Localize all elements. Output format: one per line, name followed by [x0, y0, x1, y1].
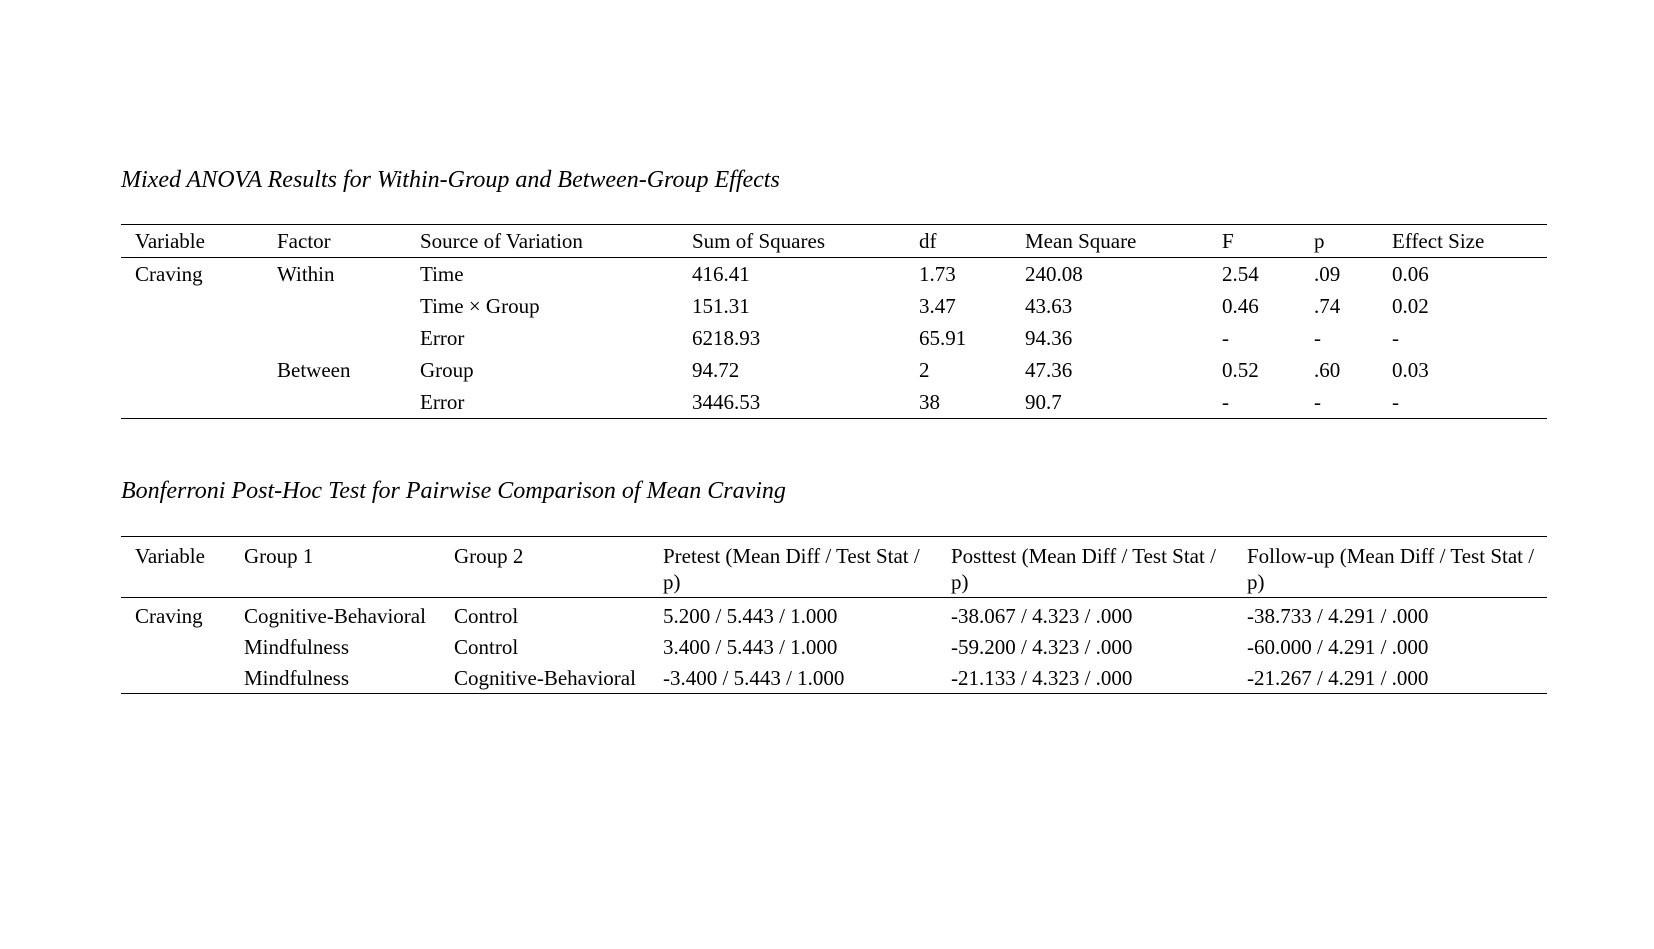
- table-cell: Error: [420, 390, 465, 414]
- table-cell: [121, 629, 230, 660]
- header-cell: Follow-up (Mean Diff / Test Stat / p): [1247, 544, 1535, 594]
- table-cell: Error: [420, 326, 465, 350]
- table-cell: -: [1222, 326, 1229, 350]
- table-cell: Mindfulness: [244, 666, 349, 690]
- table-header-row: [121, 225, 1547, 258]
- table-header-row: [121, 537, 1547, 598]
- table-row: [121, 629, 1547, 660]
- header-cell: p: [1314, 229, 1325, 253]
- table-cell: Mindfulness: [244, 635, 349, 659]
- table-cell: -: [1392, 326, 1399, 350]
- table-cell: -59.200 / 4.323 / .000: [951, 635, 1133, 659]
- table-cell: -: [1314, 326, 1321, 350]
- table-cell: -60.000 / 4.291 / .000: [1247, 635, 1429, 659]
- table-cell: Within: [277, 262, 335, 286]
- anova-results-table: [121, 224, 1547, 419]
- table-cell: 0.52: [1222, 358, 1259, 382]
- header-cell: Variable: [135, 229, 205, 253]
- table-cell: -: [1314, 390, 1321, 414]
- header-cell: Variable: [135, 544, 205, 568]
- posthoc-table-caption: Bonferroni Post-Hoc Test for Pairwise Comparison of Mean Craving: [121, 478, 786, 504]
- table-cell: 3446.53: [692, 390, 761, 414]
- table-row: [121, 660, 1547, 694]
- header-cell: Effect Size: [1392, 229, 1485, 253]
- table-cell: 2.54: [1222, 262, 1259, 286]
- table-cell: Control: [454, 635, 519, 659]
- table-cell: Cognitive-Behavioral: [244, 604, 426, 628]
- table-row: [121, 386, 1547, 419]
- header-cell: Factor: [277, 229, 331, 253]
- table-cell: [121, 290, 263, 322]
- table-cell: 38: [919, 390, 940, 414]
- table-cell: 90.7: [1025, 390, 1062, 414]
- table-row: [121, 322, 1547, 354]
- table-cell: 1.73: [919, 262, 956, 286]
- table-cell: 0.02: [1392, 294, 1429, 318]
- table-cell: 94.36: [1025, 326, 1073, 350]
- table-cell: -21.133 / 4.323 / .000: [951, 666, 1133, 690]
- table-cell: .09: [1314, 262, 1341, 286]
- header-cell: Group 2: [454, 544, 524, 568]
- table-cell: 0.03: [1392, 358, 1429, 382]
- header-cell: Source of Variation: [420, 229, 583, 253]
- header-cell: Sum of Squares: [692, 229, 825, 253]
- table-cell: 6218.93: [692, 326, 761, 350]
- table-cell: [121, 322, 263, 354]
- table-cell: Group: [420, 358, 474, 382]
- table-cell: [121, 660, 230, 694]
- table-cell: 0.06: [1392, 262, 1429, 286]
- header-cell: Pretest (Mean Diff / Test Stat / p): [663, 544, 920, 594]
- table-cell: [121, 354, 263, 386]
- table-cell: -38.067 / 4.323 / .000: [951, 604, 1133, 628]
- table-cell: -: [1222, 390, 1229, 414]
- table-cell: [121, 386, 263, 419]
- posthoc-comparison-table: [121, 536, 1547, 694]
- table-cell: Cognitive-Behavioral: [454, 666, 636, 690]
- table-cell: [263, 386, 406, 419]
- table-cell: Craving: [135, 262, 203, 286]
- table-row: [121, 258, 1547, 291]
- table-cell: -: [1392, 390, 1399, 414]
- header-cell: Mean Square: [1025, 229, 1137, 253]
- table-cell: Craving: [135, 604, 203, 628]
- table-row: [121, 290, 1547, 322]
- anova-table-caption: Mixed ANOVA Results for Within-Group and Between-Group Effects: [121, 167, 780, 193]
- table-cell: 240.08: [1025, 262, 1083, 286]
- table-cell: 65.91: [919, 326, 967, 350]
- header-cell: F: [1222, 229, 1234, 253]
- table-cell: 3.47: [919, 294, 956, 318]
- table-cell: Time: [420, 262, 464, 286]
- table-cell: 47.36: [1025, 358, 1073, 382]
- table-cell: 0.46: [1222, 294, 1259, 318]
- table-cell: .74: [1314, 294, 1341, 318]
- table-row: [121, 598, 1547, 630]
- table-cell: 2: [919, 358, 930, 382]
- table-cell: 5.200 / 5.443 / 1.000: [663, 604, 838, 628]
- table-cell: -21.267 / 4.291 / .000: [1247, 666, 1429, 690]
- table-cell: .60: [1314, 358, 1341, 382]
- table-row: [121, 354, 1547, 386]
- table-cell: Control: [454, 604, 519, 628]
- table-cell: 416.41: [692, 262, 750, 286]
- header-cell: Posttest (Mean Diff / Test Stat / p): [951, 544, 1216, 594]
- table-cell: Time × Group: [420, 294, 540, 318]
- table-cell: Between: [277, 358, 351, 382]
- table-cell: 3.400 / 5.443 / 1.000: [663, 635, 838, 659]
- table-cell: [263, 322, 406, 354]
- table-cell: 94.72: [692, 358, 740, 382]
- table-cell: -3.400 / 5.443 / 1.000: [663, 666, 845, 690]
- header-cell: Group 1: [244, 544, 314, 568]
- table-cell: 43.63: [1025, 294, 1073, 318]
- table-cell: 151.31: [692, 294, 750, 318]
- header-cell: df: [919, 229, 937, 253]
- table-cell: -38.733 / 4.291 / .000: [1247, 604, 1429, 628]
- table-cell: [263, 290, 406, 322]
